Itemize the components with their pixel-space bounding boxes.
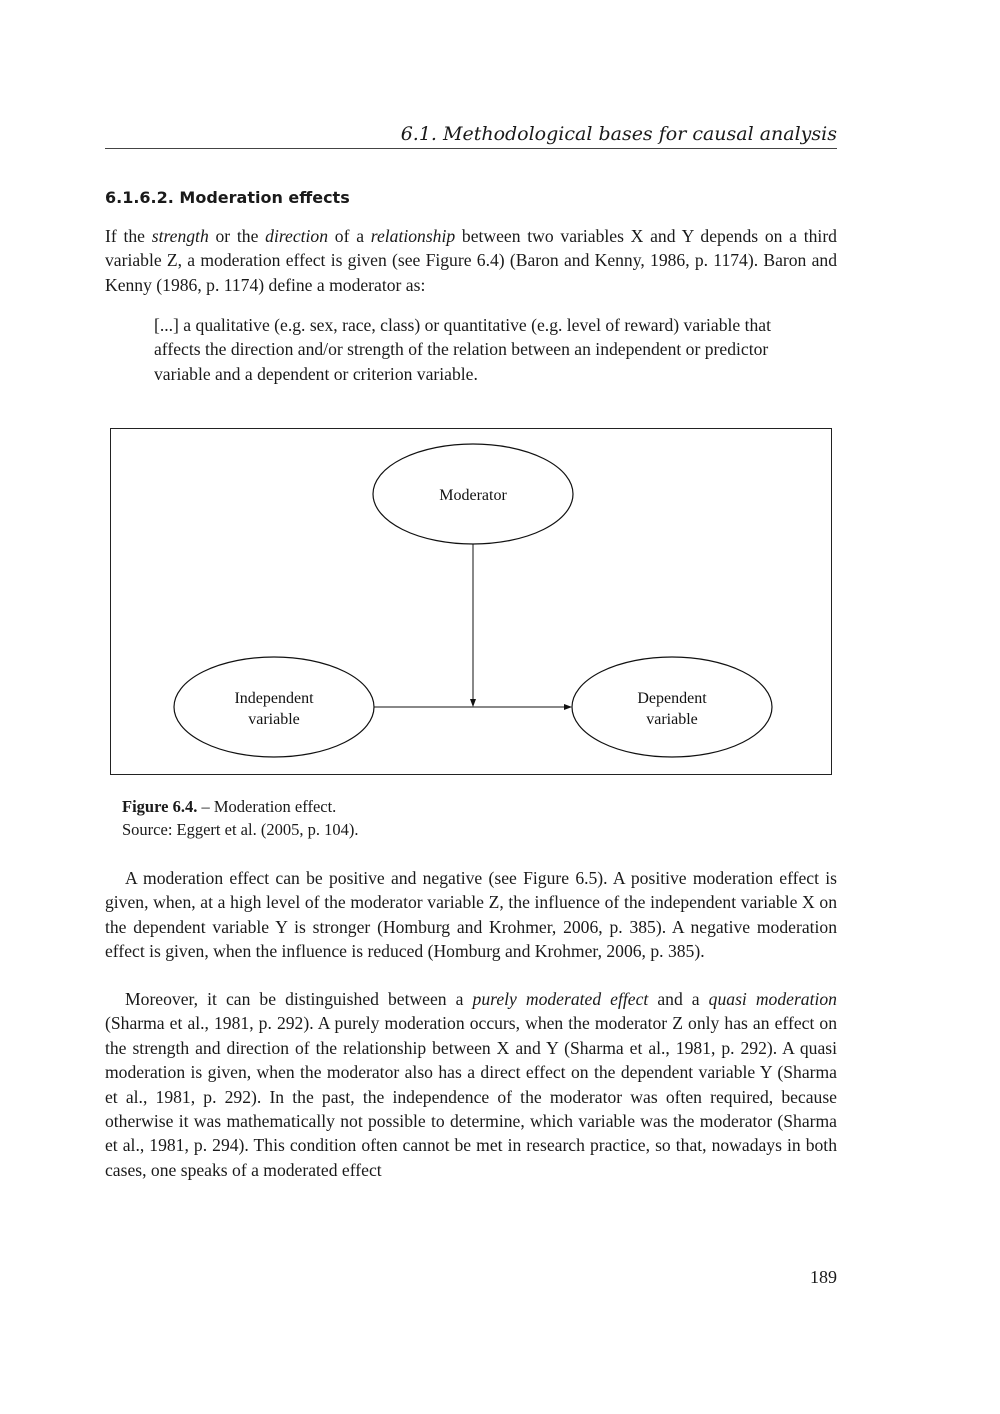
moderation-figure	[110, 428, 832, 775]
body-paragraph-moderation-types: A moderation effect can be positive and negative (see Figure 6.5). A positive moderation effect is given, when, at a high level of the moderator variable Z, the influence of the independent variable X on the dependent variable Y is stronger (Homburg and Krohmer, 2006, p. 385). A negative moderation effect is given, when the influence is reduced (Homburg and Krohmer, 2006, p. 385).	[105, 868, 837, 962]
dependent-variable-node	[572, 657, 772, 757]
dependent-label-line1: Dependent	[637, 690, 707, 707]
section-heading: 6.1.6.2. Moderation effects	[105, 188, 350, 207]
independent-label-line2: variable	[248, 711, 300, 728]
block-quote: [...] a qualitative (e.g. sex, race, class) or quantitative (e.g. level of reward) variable that affects the direction and/or strength of the relation between an independent or predictor variable and a dependent or criterion variable.	[154, 315, 771, 384]
page-number: 189	[810, 1267, 837, 1287]
figure-label: Figure 6.4.	[122, 797, 198, 816]
dependent-label-line2: variable	[646, 711, 698, 728]
running-head-title: 6.1. Methodological bases for causal analysis	[400, 123, 837, 145]
intro-paragraph: If the strength or the direction of a relationship between two variables X and Y depends on a third variable Z, a moderation effect is given (see Figure 6.4) (Baron and Kenny, 1986, p. 1174). Baron and Kenny (1986, p. 1174) define a moderator as:	[105, 226, 837, 295]
figure-caption-text: – Moderation effect.	[197, 797, 337, 816]
independent-label-line1: Independent	[234, 690, 314, 707]
figure-source: Source: Eggert et al. (2005, p. 104).	[122, 820, 359, 839]
moderator-label: Moderator	[439, 487, 507, 504]
figure-caption	[122, 795, 822, 841]
moderation-diagram	[111, 429, 831, 774]
independent-variable-node	[174, 657, 374, 757]
header-rule	[105, 148, 837, 149]
body-paragraph-quasi-moderation: Moreover, it can be distinguished between a purely moderated effect and a quasi moderation (Sharma et al., 1981, p. 292). A purely moderation occurs, when the moderator Z only has an effect on the strength and direction of the relationship between X and Y (Sharma et al., 1981, p. 292). A quasi moderation is given, when the moderator also has a direct effect on the dependent variable Y (Sharma et al., 1981, p. 292). In the past, the independence of the moderator was often required, because otherwise it was mathematically not possible to determine, which variable was the moderator (Sharma et al., 1981, p. 294). This condition often cannot be met in research practice, so that, nowadays in both cases, one speaks of a moderated effect	[105, 989, 837, 1180]
